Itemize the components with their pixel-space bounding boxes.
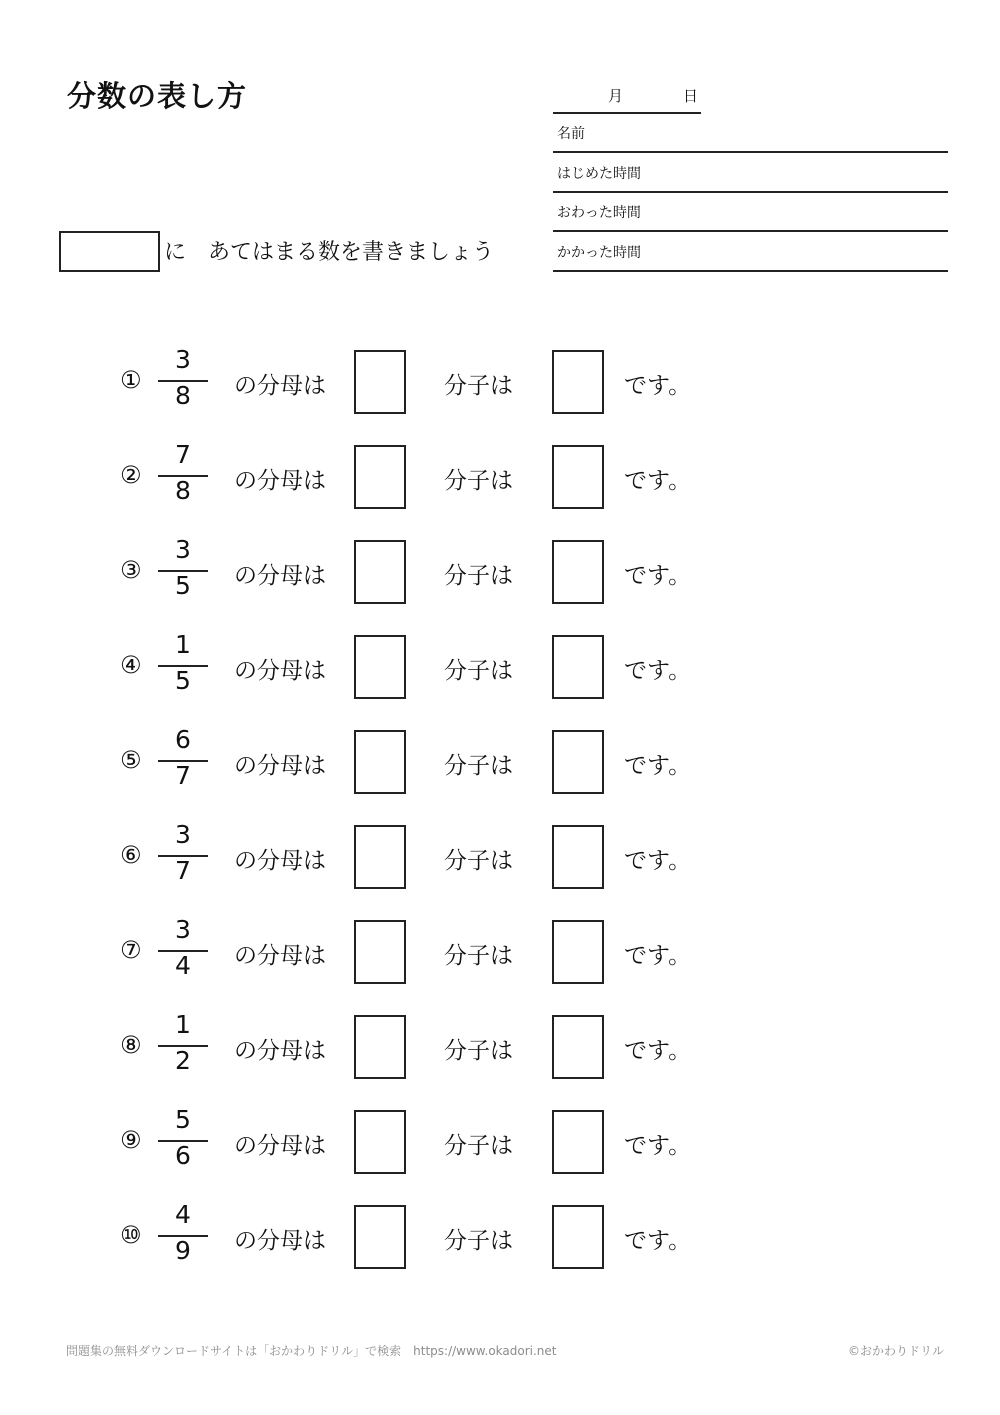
denominator-label: の分母は: [234, 563, 326, 589]
denominator-label: の分母は: [234, 1133, 326, 1159]
problem-number: ⑨: [120, 1126, 142, 1154]
numerator-answer-box[interactable]: [552, 350, 604, 414]
sentence-ending: です。: [624, 943, 692, 969]
numerator-answer-box[interactable]: [552, 1205, 604, 1269]
fraction-numerator: 3: [175, 820, 191, 849]
date-field: [553, 82, 701, 114]
problem-row: [0, 820, 1000, 889]
numerator-label: 分子は: [444, 1038, 513, 1064]
denominator-answer-box[interactable]: [354, 1015, 406, 1079]
instruction-text: に あてはまる数を書きましょう: [164, 240, 495, 265]
fraction-numerator: 6: [175, 725, 191, 754]
sentence-ending: です。: [624, 848, 692, 874]
numerator-label: 分子は: [444, 1133, 513, 1159]
fraction-denominator: 5: [175, 571, 191, 600]
problem-row: [0, 535, 1000, 604]
problem-row: [0, 1200, 1000, 1269]
numerator-label: 分子は: [444, 373, 513, 399]
fraction-denominator: 7: [175, 761, 191, 790]
elapsed-time-field: [553, 232, 948, 272]
problem-number: ②: [120, 461, 142, 489]
fraction-numerator: 3: [175, 915, 191, 944]
elapsed-time-label: かかった時間: [557, 245, 641, 261]
fraction-numerator: 3: [175, 345, 191, 374]
problem-number: ⑥: [120, 841, 142, 869]
numerator-answer-box[interactable]: [552, 540, 604, 604]
fraction-denominator: 6: [175, 1141, 191, 1170]
denominator-label: の分母は: [234, 658, 326, 684]
start-time-label: はじめた時間: [557, 166, 641, 182]
denominator-label: の分母は: [234, 1228, 326, 1254]
problem-row: [0, 915, 1000, 984]
problem-number: ④: [120, 651, 142, 679]
fraction-denominator: 4: [175, 951, 191, 980]
end-time-field: [553, 192, 948, 232]
problem-number: ③: [120, 556, 142, 584]
denominator-label: の分母は: [234, 848, 326, 874]
denominator-answer-box[interactable]: [354, 445, 406, 509]
fraction-denominator: 7: [175, 856, 191, 885]
denominator-label: の分母は: [234, 468, 326, 494]
fraction-numerator: 1: [175, 1010, 191, 1039]
sentence-ending: です。: [624, 1133, 692, 1159]
numerator-label: 分子は: [444, 753, 513, 779]
worksheet-title: 分数の表し方: [67, 79, 248, 113]
numerator-label: 分子は: [444, 468, 513, 494]
footer-left: 問題集の無料ダウンロードサイトは「おかわりドリル」で検索 https://www.okadori.net: [66, 1344, 557, 1358]
fraction-denominator: 2: [175, 1046, 191, 1075]
problem-row: [0, 1105, 1000, 1174]
fraction-numerator: 4: [175, 1200, 191, 1229]
end-time-label: おわった時間: [557, 205, 641, 221]
start-time-field: [553, 153, 948, 193]
numerator-answer-box[interactable]: [552, 920, 604, 984]
denominator-label: の分母は: [234, 943, 326, 969]
denominator-label: の分母は: [234, 753, 326, 779]
numerator-answer-box[interactable]: [552, 1015, 604, 1079]
fraction-numerator: 5: [175, 1105, 191, 1134]
denominator-label: の分母は: [234, 1038, 326, 1064]
numerator-label: 分子は: [444, 943, 513, 969]
sentence-ending: です。: [624, 563, 692, 589]
denominator-answer-box[interactable]: [354, 635, 406, 699]
problem-row: [0, 1010, 1000, 1079]
numerator-answer-box[interactable]: [552, 730, 604, 794]
instruction-sample-box: [59, 231, 160, 272]
numerator-answer-box[interactable]: [552, 445, 604, 509]
problem-number: ⑧: [120, 1031, 142, 1059]
numerator-label: 分子は: [444, 563, 513, 589]
numerator-answer-box[interactable]: [552, 825, 604, 889]
sentence-ending: です。: [624, 373, 692, 399]
numerator-answer-box[interactable]: [552, 635, 604, 699]
problem-row: [0, 440, 1000, 509]
denominator-answer-box[interactable]: [354, 350, 406, 414]
name-field: [553, 113, 948, 153]
month-label: 月: [608, 87, 624, 105]
sentence-ending: です。: [624, 1228, 692, 1254]
denominator-answer-box[interactable]: [354, 825, 406, 889]
problem-row: [0, 725, 1000, 794]
fraction-numerator: 3: [175, 535, 191, 564]
problem-row: [0, 345, 1000, 414]
denominator-answer-box[interactable]: [354, 1205, 406, 1269]
fraction-denominator: 8: [175, 476, 191, 505]
denominator-answer-box[interactable]: [354, 920, 406, 984]
sentence-ending: です。: [624, 468, 692, 494]
numerator-label: 分子は: [444, 1228, 513, 1254]
sentence-ending: です。: [624, 753, 692, 779]
denominator-label: の分母は: [234, 373, 326, 399]
day-label: 日: [683, 87, 699, 105]
name-label: 名前: [557, 126, 585, 142]
denominator-answer-box[interactable]: [354, 1110, 406, 1174]
fraction-denominator: 9: [175, 1236, 191, 1265]
fraction-denominator: 8: [175, 381, 191, 410]
denominator-answer-box[interactable]: [354, 730, 406, 794]
numerator-answer-box[interactable]: [552, 1110, 604, 1174]
fraction-numerator: 1: [175, 630, 191, 659]
problem-number: ⑦: [120, 936, 142, 964]
fraction-numerator: 7: [175, 440, 191, 469]
problem-number: ⑩: [120, 1221, 142, 1249]
problem-number: ①: [120, 366, 142, 394]
sentence-ending: です。: [624, 658, 692, 684]
denominator-answer-box[interactable]: [354, 540, 406, 604]
numerator-label: 分子は: [444, 848, 513, 874]
problem-row: [0, 630, 1000, 699]
fraction-denominator: 5: [175, 666, 191, 695]
sentence-ending: です。: [624, 1038, 692, 1064]
problem-number: ⑤: [120, 746, 142, 774]
footer-right: ©おかわりドリル: [847, 1344, 944, 1358]
numerator-label: 分子は: [444, 658, 513, 684]
